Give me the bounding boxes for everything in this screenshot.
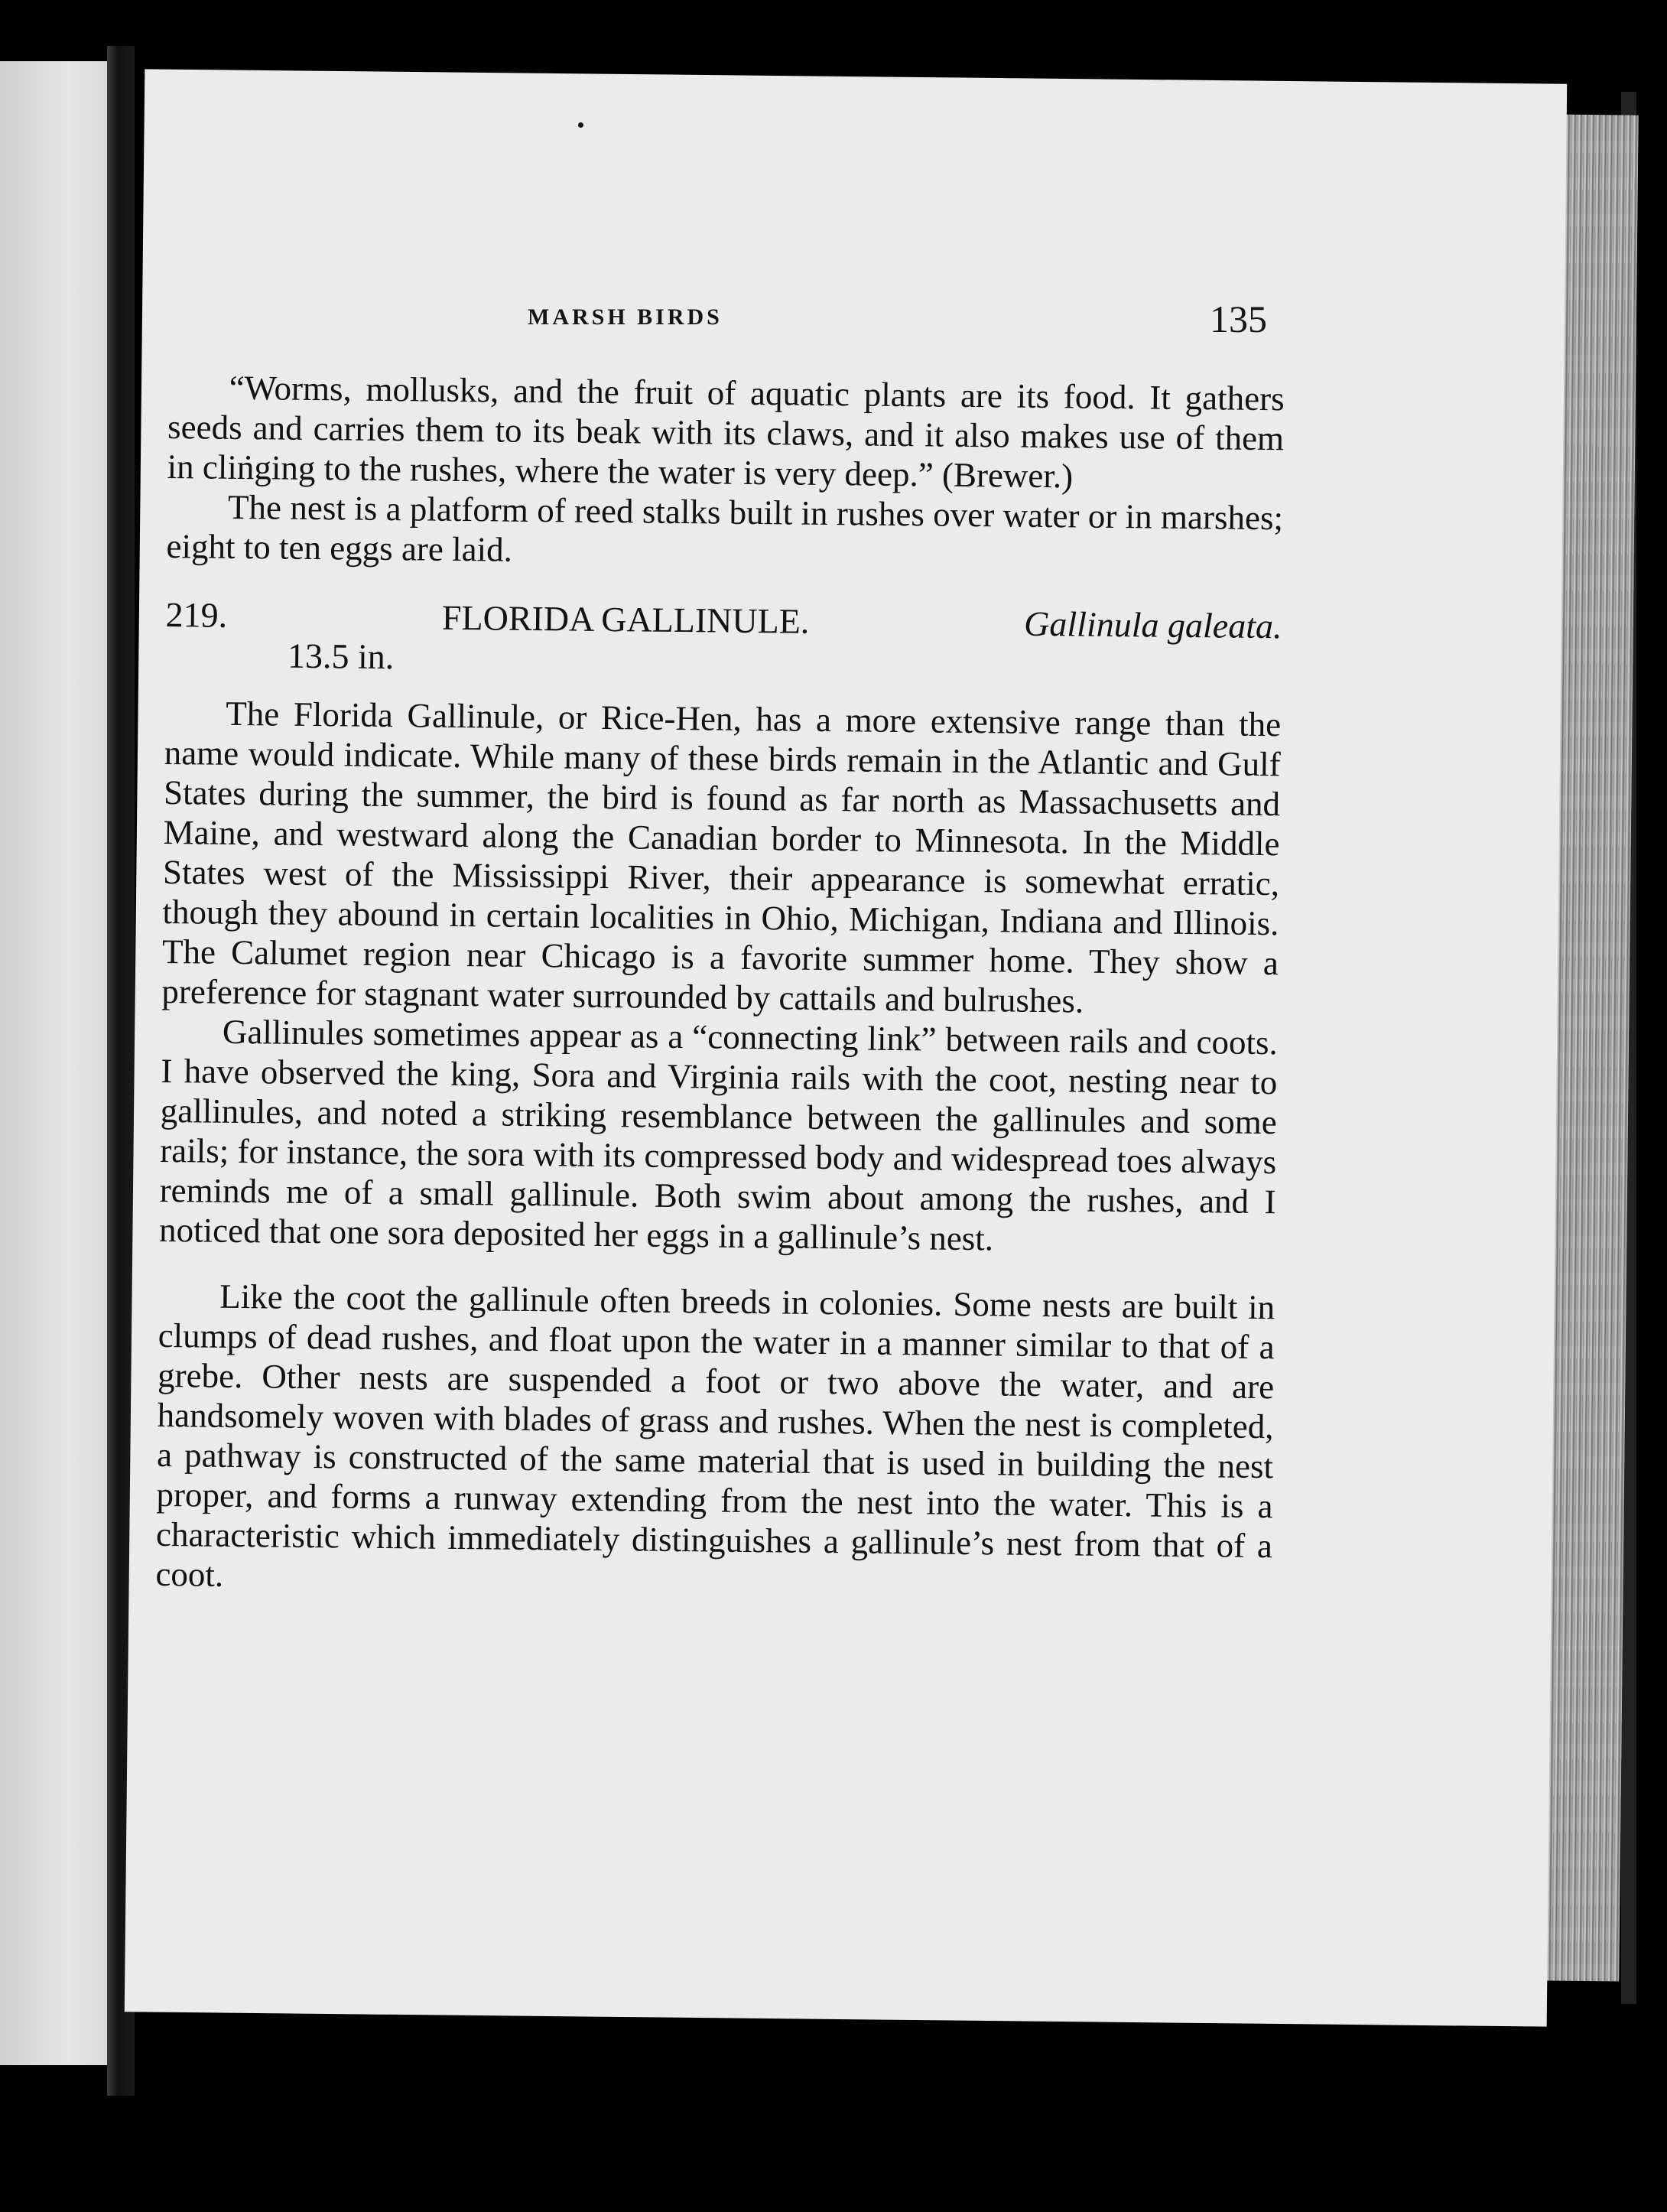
colonies-paragraph: Like the coot the gallinule often breeds in colonies. Some nests are built in clumps of dead rushes, and float upon the water in a manner similar to that of a grebe. Other nests are suspended a foot or two above the water, and are handsomely woven with blades of grass and rushes. When the nest is completed, a pathway is constructed of the same material that is used in building the nest proper, and forms a runway extending from the nest into the water. This is a characteristic which immediately distinguishes a gallinule’s nest from that of a coot. [155, 1277, 1275, 1594]
speck-mark [578, 122, 583, 128]
species-heading [165, 595, 1282, 686]
quote-paragraph: “Worms, mollusks, and the fruit of aquatic plants are its food. It gathers seeds and carries them to its beak with its claws, and it also makes use of them in clinging to the rushes, where the water is very deep.” (Brewer.) [167, 368, 1285, 496]
nest-paragraph: The nest is a platform of reed stalks built in rushes over water or in marshes; eight to ten eggs are laid. [166, 487, 1284, 569]
entry-number: 219. [165, 594, 228, 635]
page-body [155, 367, 1285, 1605]
scientific-name: Gallinula galeata. [1023, 603, 1282, 646]
range-paragraph: The Florida Gallinule, or Rice-Hen, has a more extensive range than the name would indicate. While many of these birds remain in the Atlantic and Gulf States during the summer, the bird is found as far north as Massachusetts and Maine, and westward along the Canadian border to Minnesota. In the Middle States west of the Mississippi River, their appearance is somewhat erratic, though they abound in certain localities in Ohio, Michigan, Indiana and Illinois. The Calumet region near Chicago is a favorite summer home. They show a preference for stagnant water surrounded by cattails and bulrushes. [161, 694, 1282, 1020]
species-size: 13.5 in. [287, 636, 395, 677]
left-page-edge [0, 61, 113, 2065]
connecting-link-paragraph: Gallinules sometimes appear as a “connecting link” between rails and coots. I have observed the king, Sora and Virginia rails with the coot, nesting near to gallinules, and noted a striking resemblance between the gallinules and some rails; for instance, the sora with its compressed body and widespread toes always reminds me of a small gallinule. Both swim about among the rushes, and I noticed that one sora deposited her eggs in a gallinule’s nest. [158, 1012, 1279, 1258]
running-head: MARSH BIRDS [528, 304, 723, 330]
common-name: FLORIDA GALLINULE. [441, 597, 810, 641]
page-number: 135 [1210, 298, 1267, 340]
